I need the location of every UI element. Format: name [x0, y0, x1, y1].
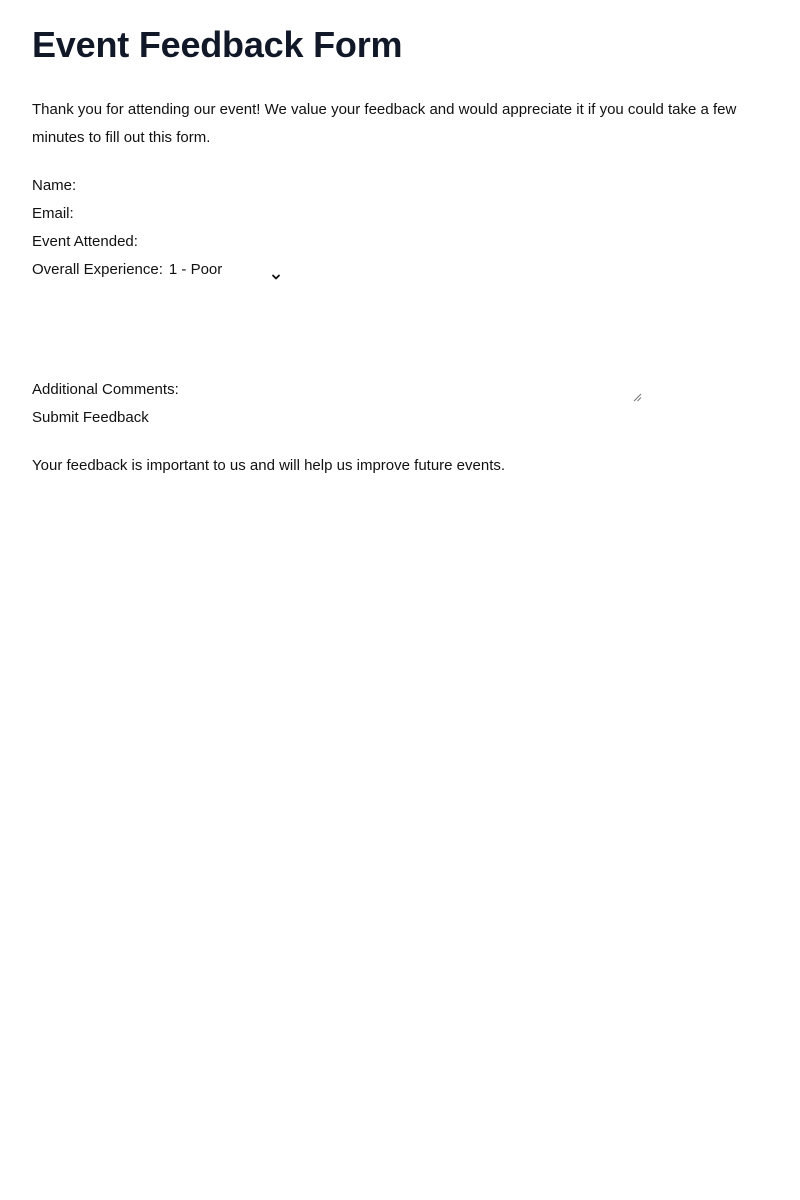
footer-note: Your feedback is important to us and will help us improve future events. [32, 457, 506, 474]
experience-select[interactable] [169, 256, 281, 284]
experience-selected-value: 1 - Poor [168, 261, 223, 278]
email-field[interactable] [80, 206, 380, 223]
comments-label: Additional Comments: [32, 381, 179, 398]
event-field[interactable] [144, 234, 444, 251]
name-label: Name: [32, 177, 77, 194]
intro-text: Thank you for attending our event! We value your feedback and would appreciate it if you could take a few minutes to fill out this form. [32, 101, 737, 146]
experience-row [32, 256, 281, 284]
name-field[interactable] [82, 178, 382, 195]
comments-row [32, 376, 179, 404]
experience-label: Overall Experience: [32, 261, 163, 278]
page-title: Event Feedback Form [32, 24, 403, 65]
email-row [32, 200, 380, 228]
name-row [32, 172, 382, 200]
submit-button[interactable]: Submit Feedback [32, 404, 149, 432]
comments-field[interactable] [196, 304, 642, 398]
email-label: Email: [32, 205, 74, 222]
event-row [32, 228, 444, 256]
chevron-down-icon [271, 264, 281, 274]
event-label: Event Attended: [32, 233, 138, 250]
resize-grip-icon[interactable] [633, 389, 642, 398]
